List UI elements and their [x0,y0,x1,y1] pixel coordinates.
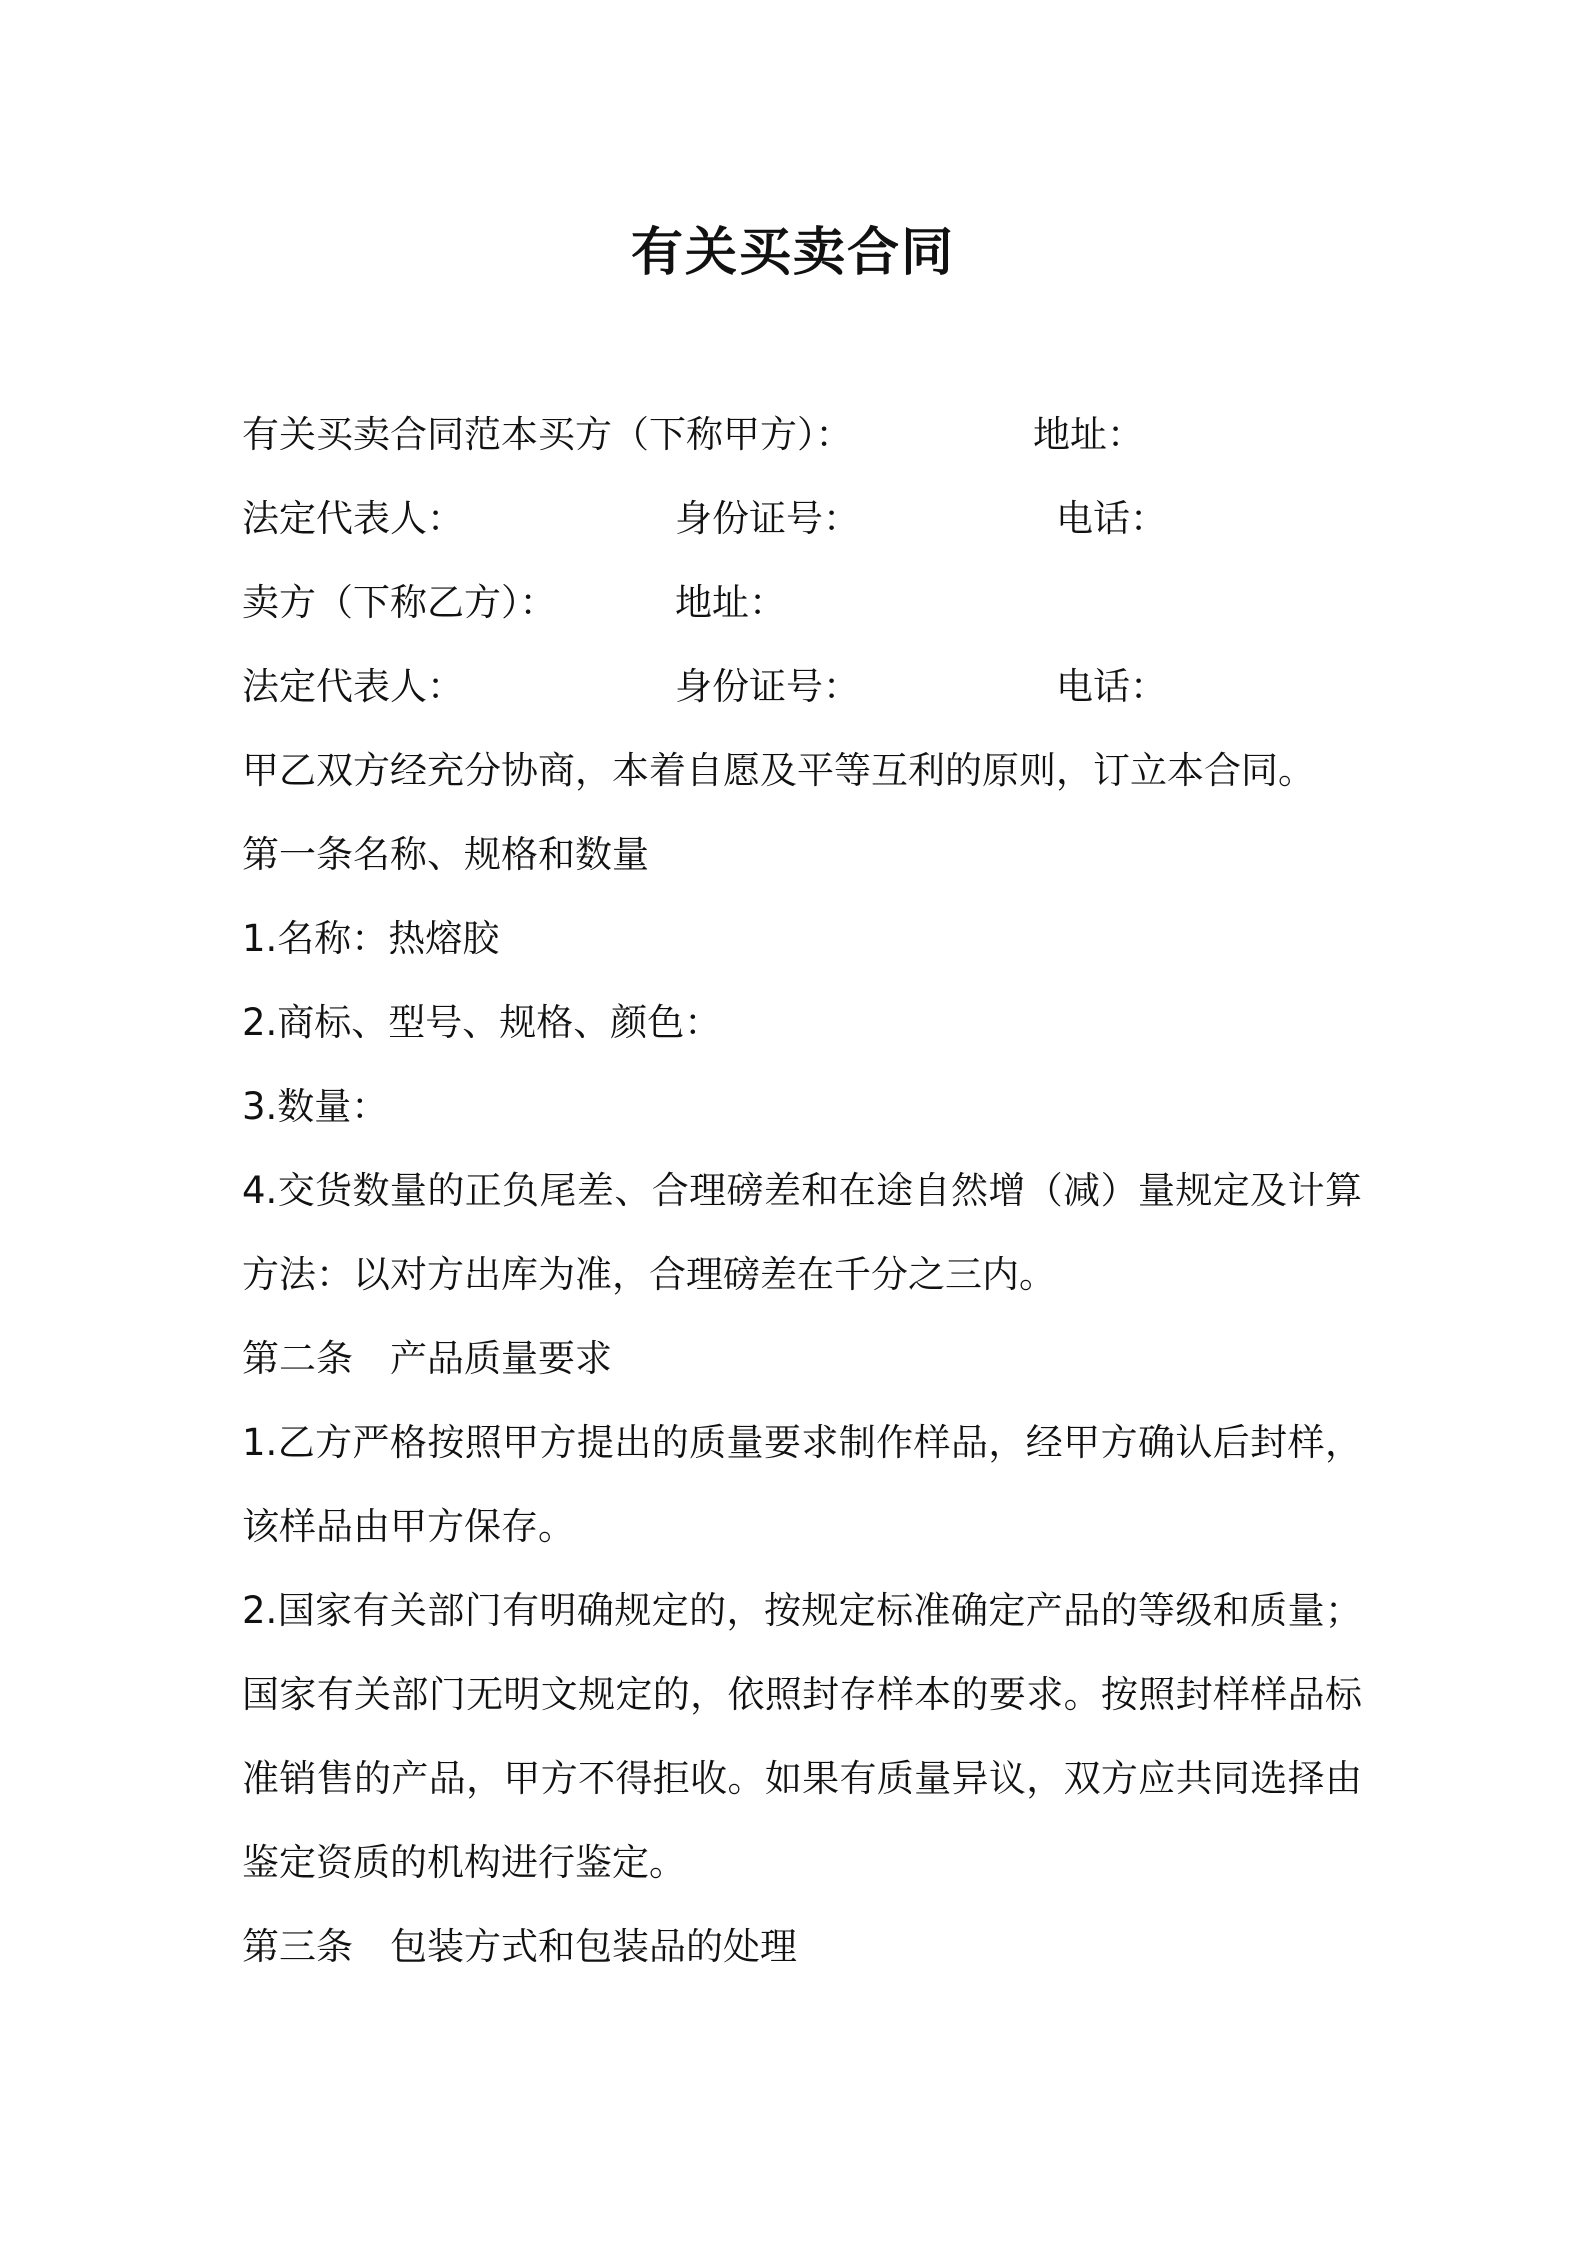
intro-paragraph: 甲乙双方经充分协商，本着自愿及平等互利的原则，订立本合同。 [242,749,1315,792]
article1-item2: 2.商标、型号、规格、颜色： [242,1001,722,1044]
article3-heading: 第三条 包装方式和包装品的处理 [242,1925,797,1968]
buyer-id-number-label: 身份证号： [675,497,860,540]
buyer-phone-label: 电话： [1056,497,1167,540]
seller-id-number-label: 身份证号： [675,665,860,708]
article1-item4: 4.交货数量的正负尾差、合理磅差和在途自然增（减）量规定及计算方法：以对方出库为准，合理磅差在千分之三内。 [242,1169,1362,1296]
article2-item2: 2.国家有关部门有明确规定的，按规定标准确定产品的等级和质量；国家有关部门无明文规定的，依照封存样本的要求。按照封样样品标准销售的产品，甲方不得拒收。如果有质量异议，双方应共同选择由鉴定资质的机构进行鉴定。 [242,1589,1362,1884]
seller-phone-label: 电话： [1056,665,1167,708]
buyer-label: 有关买卖合同范本买方（下称甲方）： [242,413,853,456]
article2-heading: 第二条 产品质量要求 [242,1337,612,1380]
seller-legal-rep-label: 法定代表人： [242,665,464,708]
article1-item1: 1.名称：热熔胶 [242,917,500,960]
buyer-address-label: 地址： [1033,413,1144,456]
article1-heading: 第一条名称、规格和数量 [242,833,649,876]
buyer-legal-rep-label: 法定代表人： [242,497,464,540]
article1-item3: 3.数量： [242,1085,389,1128]
article2-item1: 1.乙方严格按照甲方提出的质量要求制作样品，经甲方确认后封样，该样品由甲方保存。 [242,1421,1362,1548]
document-title: 有关买卖合同 [630,223,955,283]
seller-label: 卖方（下称乙方）： [242,581,557,624]
seller-address-label: 地址： [675,581,786,624]
